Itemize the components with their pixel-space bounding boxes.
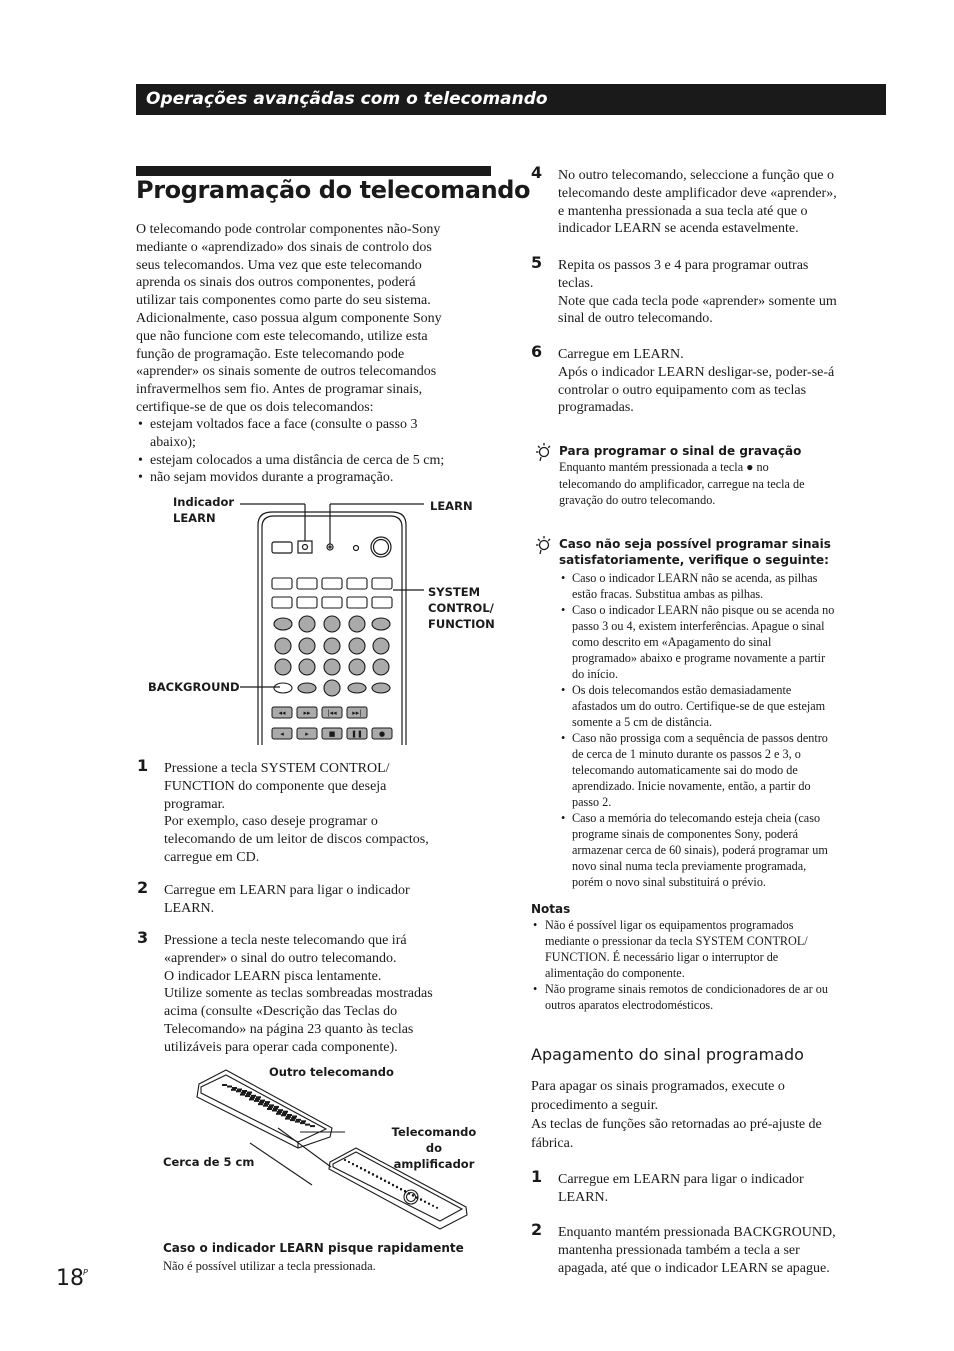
text-line: carregue em CD.: [164, 849, 260, 865]
text-line: abaixo);: [150, 434, 196, 450]
button-key: [290, 1119, 295, 1121]
text-line: «aprender» os sinais somente de outros telecomandos: [136, 364, 437, 380]
button-dot: [400, 1188, 402, 1190]
step-number: 1: [137, 756, 149, 775]
button-dot: [372, 1173, 374, 1175]
transport-icon: |◂◂: [327, 709, 337, 717]
text-line: estejam voltados face a face (consulte o passo 3: [150, 417, 418, 432]
text-line: Não programe sinais remotos de condicionadores de ar ou: [545, 982, 828, 996]
step-number: 6: [531, 342, 543, 361]
step-text: [558, 1224, 893, 1277]
button-dot: [408, 1192, 410, 1194]
text-line: Note que cada tecla pode «aprender» somente um: [558, 293, 837, 309]
button-dot: [388, 1182, 390, 1184]
transport-icon: ◂: [280, 730, 284, 738]
step-number: 5: [531, 253, 543, 272]
button-dot: [420, 1198, 422, 1200]
tip1-text: [559, 459, 889, 509]
button-dot: [368, 1171, 370, 1173]
button-dot: [352, 1163, 354, 1165]
text-line: estão fracas. Substitua ambas as pilhas.: [572, 587, 764, 601]
text-line: certifique-se de que os dois telecomandos:: [136, 399, 374, 415]
text-line: fábrica.: [531, 1136, 574, 1151]
text-line: LEARN.: [558, 1189, 609, 1205]
text-line: Por exemplo, caso deseje programar o: [164, 814, 378, 830]
text-line: telecomando deste amplificador deve «aprender»,: [558, 185, 837, 201]
step-number: 4: [531, 163, 543, 182]
button-key: [301, 1120, 306, 1122]
button-dot: [392, 1184, 394, 1186]
text-line: Os dois telecomandos estão demasiadamente: [572, 683, 792, 697]
label-indicador-learn: Indicador LEARN: [173, 495, 235, 525]
button-key: [255, 1098, 260, 1100]
page-title: Programação do telecomando: [136, 176, 531, 204]
button-key: [264, 1103, 269, 1105]
label-telecomando-amplificador: Telecomando do amplificador: [391, 1125, 477, 1171]
text-line: Caso o indicador LEARN não pisque ou se acenda no: [572, 603, 835, 617]
text-line: Caso a memória do telecomando esteja cheia (caso: [572, 811, 821, 825]
button-key: [263, 1105, 268, 1107]
text-line: «aprender» o sinal do outro telecomando.: [164, 950, 397, 966]
button-dot: [380, 1177, 382, 1179]
text-line: Pressione a tecla SYSTEM CONTROL/: [164, 761, 390, 776]
apagamento-text: [531, 1077, 891, 1153]
button-key: [282, 1113, 287, 1115]
text-line: do início.: [572, 667, 619, 681]
button-key: [292, 1116, 297, 1118]
bullet-dot: •: [138, 452, 143, 468]
apagamento-heading: Apagamento do sinal programado: [531, 1045, 804, 1064]
text-line: Enquanto mantém pressionada a tecla ● no: [559, 460, 769, 474]
step-text: [558, 1171, 893, 1207]
caso-pisque-text: Não é possível utilizar a tecla pressionada.: [163, 1259, 376, 1273]
step-number: 3: [137, 928, 149, 947]
button-key: [222, 1084, 227, 1086]
text-line: Pressione a tecla neste telecomando que irá: [164, 933, 407, 948]
bullet-dot: •: [533, 918, 538, 932]
text-line: mantenha pressionada também a tecla a ser: [558, 1242, 800, 1258]
bullet-dot: •: [561, 603, 566, 617]
page-number-suffix: P: [83, 1268, 88, 1277]
button-key: [276, 1113, 281, 1115]
button-key: [236, 1090, 241, 1092]
button-key: [232, 1087, 237, 1089]
button-key: [242, 1090, 247, 1092]
button-key: [258, 1103, 263, 1105]
button-key: [237, 1089, 242, 1091]
button-dot: [360, 1167, 362, 1169]
button-key: [285, 1118, 290, 1120]
button-dot: [348, 1161, 350, 1163]
text-line: As teclas de funções são retornadas ao pré-ajuste de: [531, 1117, 822, 1132]
transport-icon: ❚❚: [351, 730, 363, 738]
button-key: [240, 1094, 245, 1096]
text-line: FUNCTION. É necessário ligar o interruptor de: [545, 950, 779, 964]
text-line: utilizáveis para operar cada componente).: [164, 1039, 398, 1055]
button-key: [274, 1106, 279, 1108]
text-line: Carregue em LEARN.: [558, 347, 684, 362]
button-key: [286, 1116, 291, 1118]
text-line: passo 2.: [572, 795, 612, 809]
bullet-item: [572, 810, 892, 890]
tip1-heading: Para programar o sinal de gravação: [559, 444, 802, 458]
label-cerca-5cm: Cerca de 5 cm: [163, 1155, 255, 1169]
text-line: programado» abaixo e programe novamente a partir: [572, 651, 826, 665]
bullet-item: [572, 570, 892, 602]
button-dot: [396, 1186, 398, 1188]
button-key: [269, 1104, 274, 1106]
tip2-heading: Caso não seja possível programar sinais satisfatoriamente, verifique o seguinte:: [559, 537, 831, 567]
button-dot: [376, 1175, 378, 1177]
button-key: [310, 1125, 315, 1127]
button-key: [259, 1101, 264, 1103]
tip-lightbulb-icon-2: [533, 534, 553, 556]
transport-icon: ▸▸|: [352, 709, 362, 717]
button-key: [287, 1114, 292, 1116]
text-line: não sejam movidos durante a programação.: [150, 470, 394, 486]
button-key: [267, 1108, 272, 1110]
page-number: 18: [56, 1266, 84, 1291]
button-key: [241, 1092, 246, 1094]
text-line: infravermelhos sem fio. Antes de programar sinais,: [136, 382, 423, 398]
button-key: [231, 1089, 236, 1091]
text-line: teclas.: [558, 275, 594, 291]
button-key: [260, 1100, 265, 1102]
text-line: de cerca de 1 minuto durante os passos 2 e 3, o: [572, 747, 801, 761]
text-line: Carregue em LEARN para ligar o indicador: [164, 883, 410, 898]
bullet-dot: •: [561, 683, 566, 697]
text-line: mediante o pressionar da tecla SYSTEM CONTROL/: [545, 934, 808, 948]
transport-icon: ▸: [305, 730, 309, 738]
bullet-dot: •: [561, 811, 566, 825]
bullet-dot: •: [533, 982, 538, 996]
text-line: que não funcione com este telecomando, utilize esta: [136, 328, 428, 344]
button-key: [272, 1110, 277, 1112]
text-line: Adicionalmente, caso possua algum componente Sony: [136, 310, 442, 326]
step-number: 1: [531, 1167, 543, 1186]
text-line: Não é possível ligar os equipamentos programados: [545, 918, 794, 932]
text-line: Carregue em LEARN para ligar o indicador: [558, 1172, 804, 1187]
button-key: [254, 1100, 259, 1102]
button-key: [281, 1114, 286, 1116]
text-line: e mantenha pressionada a sua tecla até que o: [558, 203, 808, 219]
transport-icon: ■: [328, 730, 336, 738]
text-line: gravação do outro telecomando.: [559, 493, 716, 507]
text-line: No outro telecomando, seleccione a função que o: [558, 168, 835, 183]
button-key: [278, 1109, 283, 1111]
text-line: utilizar tais componentes como parte do seu sistema.: [136, 293, 431, 309]
button-key: [291, 1117, 296, 1119]
button-key: [247, 1092, 252, 1094]
transport-icon: ◂◂: [278, 709, 286, 717]
text-line: procedimento a seguir.: [531, 1098, 659, 1113]
text-line: apagada, até que o indicador LEARN se apague.: [558, 1260, 830, 1276]
text-line: Caso o indicador LEARN não se acenda, as pilhas: [572, 571, 818, 585]
button-key: [251, 1095, 256, 1097]
transport-icon: ●: [378, 730, 386, 738]
tip-lightbulb-icon: [533, 441, 553, 463]
button-key: [246, 1093, 251, 1095]
text-line: Enquanto mantém pressionada BACKGROUND,: [558, 1225, 836, 1240]
text-line: programar.: [164, 796, 226, 812]
bullet-item: [572, 602, 892, 682]
button-key: [283, 1111, 288, 1113]
text-line: telecomando do amplificador, carregue na tecla de: [559, 476, 805, 491]
text-line: função de programação. Este telecomando pode: [136, 346, 405, 362]
caso-pisque-heading: Caso o indicador LEARN pisque rapidamente: [163, 1241, 464, 1255]
text-line: somente a 5 cm de distância.: [572, 715, 713, 729]
text-line: programe sinais de componentes Sony, poderá: [572, 827, 798, 841]
text-line: controlar o outro equipamento com as teclas: [558, 382, 807, 398]
label-system-control: SYSTEM CONTROL/ FUNCTION: [428, 585, 495, 631]
text-line: Telecomando» na página 23 quanto às teclas: [164, 1021, 414, 1037]
text-line: mediante o «aprendizado» dos sinais de controlo dos: [136, 239, 432, 255]
text-line: LEARN.: [164, 900, 215, 916]
text-line: outros aparatos electrodomésticos.: [545, 998, 714, 1012]
button-key: [268, 1106, 273, 1108]
button-key: [249, 1098, 254, 1100]
text-line: FUNCTION do componente que deseja: [164, 778, 387, 794]
bullet-dot: •: [138, 470, 143, 486]
button-key: [273, 1108, 278, 1110]
step-number: 2: [531, 1220, 543, 1239]
button-dot: [364, 1169, 366, 1171]
bullet-dot: •: [561, 571, 566, 585]
bullet-item: [545, 981, 890, 1013]
button-key: [227, 1086, 232, 1088]
text-line: aprenda os sinais dos outros componentes, poderá: [136, 275, 416, 291]
transport-icon: ▸▸: [303, 709, 311, 717]
text-line: afastados um do outro. Certifique-se de que estejam: [572, 699, 826, 713]
bullet-item: [572, 730, 892, 810]
bullet-dot: •: [561, 731, 566, 745]
step-text: [558, 167, 893, 238]
button-key: [250, 1097, 255, 1099]
button-key: [300, 1122, 305, 1124]
text-line: estejam colocados a uma distância de cerca de 5 cm;: [150, 452, 445, 468]
text-line: Utilize somente as teclas sombreadas mostradas: [164, 986, 433, 1002]
button-key: [245, 1095, 250, 1097]
bullet-dot: •: [138, 417, 143, 432]
button-dot: [428, 1203, 430, 1205]
step-text: [558, 257, 893, 328]
text-line: O indicador LEARN pisca lentamente.: [164, 968, 382, 984]
text-line: programadas.: [558, 400, 634, 416]
text-line: telecomando de um leitor de discos compactos,: [164, 832, 429, 848]
text-line: sinal de outro telecomando.: [558, 311, 713, 327]
label-background: BACKGROUND: [148, 680, 240, 694]
bullet-item: [572, 682, 892, 730]
text-line: indicador LEARN se acenda estavelmente.: [558, 221, 799, 237]
text-line: Repita os passos 3 e 4 para programar outras: [558, 258, 809, 273]
text-line: novo sinal numa tecla previamente programada,: [572, 859, 807, 873]
notas-heading: Notas: [531, 902, 571, 916]
button-key: [277, 1111, 282, 1113]
step-number: 2: [137, 878, 149, 897]
text-line: seus telecomandos. Uma vez que este telecomando: [136, 257, 422, 273]
button-key: [256, 1096, 261, 1098]
text-line: acima (consulte «Descrição das Teclas do: [164, 1004, 398, 1020]
button-dot: [436, 1207, 438, 1209]
text-line: armazenar cerca de 60 sinais), poderá programar um: [572, 843, 828, 857]
button-key: [296, 1119, 301, 1121]
text-line: Caso não prossiga com a sequência de passos dentro: [572, 731, 828, 745]
text-line: alimentação do componente.: [545, 966, 685, 980]
text-line: telecomando automaticamente sai do modo de: [572, 763, 798, 777]
step-text: [558, 346, 893, 417]
text-line: O telecomando pode controlar componentes não-Sony: [136, 222, 441, 237]
banner-title: Operações avançãdas com o telecomando: [146, 89, 548, 109]
button-dot: [356, 1165, 358, 1167]
button-dot: [424, 1201, 426, 1203]
button-dot: [384, 1180, 386, 1182]
bullet-item: [545, 917, 890, 981]
label-learn: LEARN: [430, 499, 473, 513]
label-outro-telecomando: Outro telecomando: [269, 1065, 394, 1079]
button-dot: [412, 1194, 414, 1196]
button-key: [265, 1101, 270, 1103]
text-line: porém o novo sinal substituirá o prévio.: [572, 875, 766, 889]
text-line: Após o indicador LEARN desligar-se, poder-se-á: [558, 364, 835, 380]
text-line: aprendizado. Inicie novamente, então, a partir do: [572, 779, 811, 793]
button-dot: [344, 1159, 346, 1161]
button-key: [295, 1121, 300, 1123]
button-dot: [432, 1205, 434, 1207]
button-key: [305, 1124, 310, 1126]
text-line: como descrito em «Apagamento do sinal: [572, 635, 772, 649]
text-line: passo 3 ou 4, existem interferências. Apague o sinal: [572, 619, 825, 633]
text-line: Para apagar os sinais programados, execute o: [531, 1079, 785, 1094]
button-dot: [416, 1196, 418, 1198]
button-dot: [404, 1190, 406, 1192]
